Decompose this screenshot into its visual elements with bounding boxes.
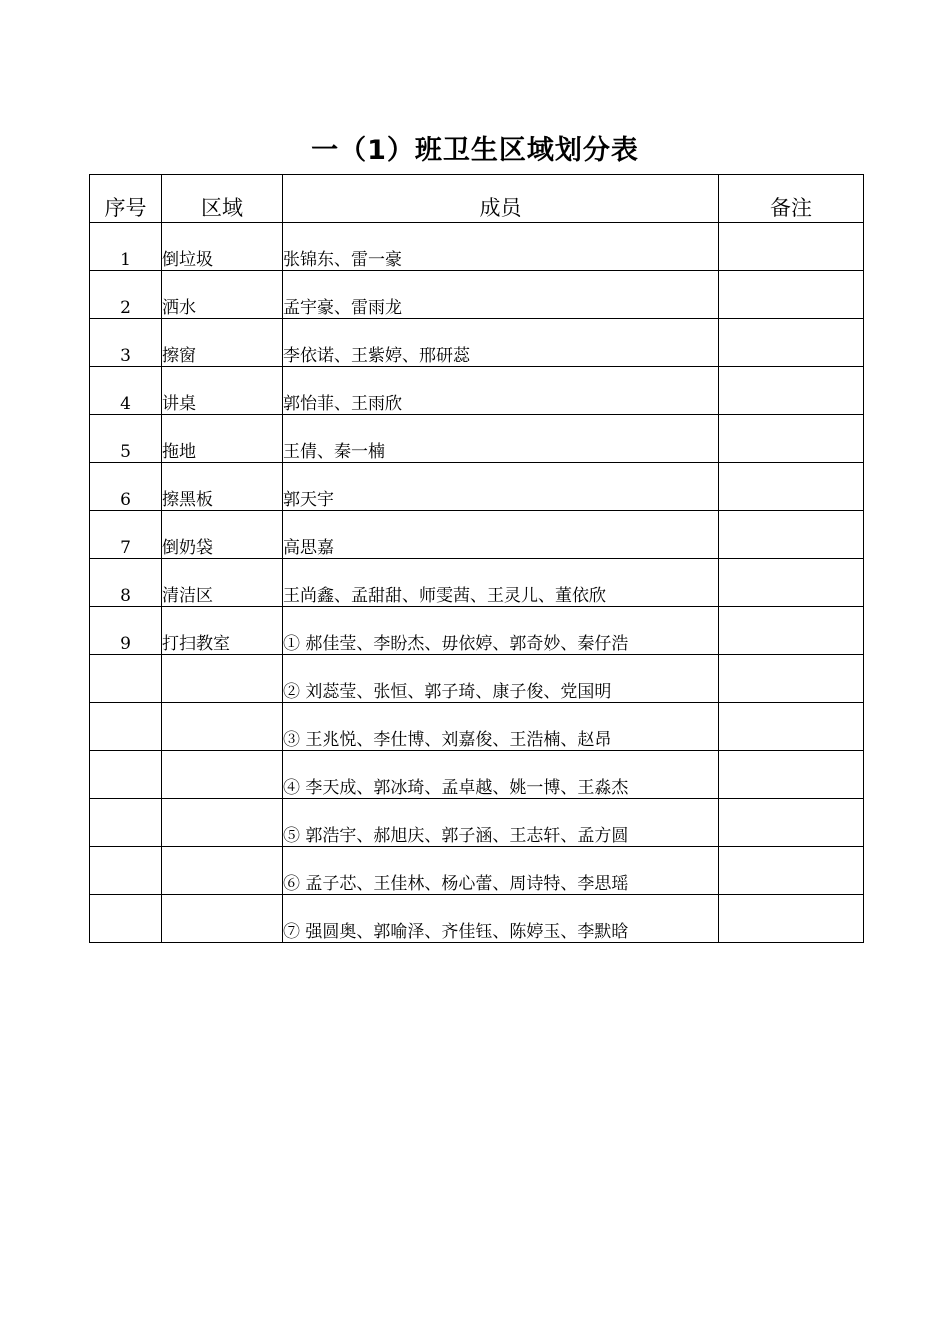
table-row (90, 367, 864, 415)
row-area: 倒垃圾 (162, 223, 283, 271)
table-row (90, 559, 864, 607)
row-area: 拖地 (162, 415, 283, 463)
table-row (90, 223, 864, 271)
row-number (90, 655, 162, 703)
row-members: 王倩、秦一楠 (283, 415, 719, 463)
row-number: 1 (90, 223, 162, 271)
row-number: 6 (90, 463, 162, 511)
row-number: 3 (90, 319, 162, 367)
header-area: 区域 (162, 175, 283, 223)
row-area: 清洁区 (162, 559, 283, 607)
row-number (90, 895, 162, 943)
row-notes (719, 799, 864, 847)
table-row (90, 271, 864, 319)
table-header-row (90, 175, 864, 223)
row-notes (719, 847, 864, 895)
table-row (90, 751, 864, 799)
table-row (90, 607, 864, 655)
row-notes (719, 895, 864, 943)
row-members: ③ 王兆悦、李仕博、刘嘉俊、王浩楠、赵昂 (283, 703, 719, 751)
row-number: 5 (90, 415, 162, 463)
row-members: ⑦ 强圆奥、郭喻泽、齐佳钰、陈婷玉、李默晗 (283, 895, 719, 943)
row-members: 王尚鑫、孟甜甜、师雯茜、王灵儿、董依欣 (283, 559, 719, 607)
row-notes (719, 367, 864, 415)
table-row (90, 847, 864, 895)
row-number: 9 (90, 607, 162, 655)
row-area: 打扫教室 (162, 607, 283, 655)
row-area (162, 655, 283, 703)
header-no: 序号 (90, 175, 162, 223)
header-members: 成员 (283, 175, 719, 223)
row-number: 8 (90, 559, 162, 607)
row-members: 张锦东、雷一豪 (283, 223, 719, 271)
row-notes (719, 415, 864, 463)
row-area: 擦窗 (162, 319, 283, 367)
table-row (90, 799, 864, 847)
table-row (90, 463, 864, 511)
row-number: 2 (90, 271, 162, 319)
row-members: 郭天宇 (283, 463, 719, 511)
row-members: ① 郝佳莹、李盼杰、毋依婷、郭奇妙、秦仔浩 (283, 607, 719, 655)
row-notes (719, 511, 864, 559)
table-body (90, 223, 864, 943)
row-area: 擦黑板 (162, 463, 283, 511)
row-members: 郭怡菲、王雨欣 (283, 367, 719, 415)
row-area: 倒奶袋 (162, 511, 283, 559)
row-number (90, 703, 162, 751)
table-row (90, 415, 864, 463)
row-number (90, 799, 162, 847)
row-notes (719, 751, 864, 799)
row-members: 孟宇豪、雷雨龙 (283, 271, 719, 319)
row-notes (719, 319, 864, 367)
row-members: ⑥ 孟子芯、王佳林、杨心蕾、周诗特、李思瑶 (283, 847, 719, 895)
table-row (90, 655, 864, 703)
row-number: 7 (90, 511, 162, 559)
row-members: ④ 李天成、郭冰琦、孟卓越、姚一博、王淼杰 (283, 751, 719, 799)
row-notes (719, 271, 864, 319)
page-title: 一（1）班卫生区域划分表 (311, 135, 639, 166)
row-notes (719, 559, 864, 607)
row-notes (719, 703, 864, 751)
row-notes (719, 655, 864, 703)
row-area (162, 799, 283, 847)
row-members: ② 刘蕊莹、张恒、郭子琦、康子俊、党国明 (283, 655, 719, 703)
row-area: 洒水 (162, 271, 283, 319)
table-row (90, 319, 864, 367)
duty-table (89, 174, 864, 943)
row-number: 4 (90, 367, 162, 415)
header-notes: 备注 (719, 175, 864, 223)
row-number (90, 847, 162, 895)
row-members: 高思嘉 (283, 511, 719, 559)
row-number (90, 751, 162, 799)
row-area (162, 703, 283, 751)
row-notes (719, 607, 864, 655)
row-notes (719, 463, 864, 511)
row-area (162, 895, 283, 943)
row-members: ⑤ 郭浩宇、郝旭庆、郭子涵、王志轩、孟方圆 (283, 799, 719, 847)
table-row (90, 703, 864, 751)
row-area: 讲桌 (162, 367, 283, 415)
row-area (162, 751, 283, 799)
row-members: 李依诺、王紫婷、邢研蕊 (283, 319, 719, 367)
table-row (90, 511, 864, 559)
row-area (162, 847, 283, 895)
table-row (90, 895, 864, 943)
row-notes (719, 223, 864, 271)
